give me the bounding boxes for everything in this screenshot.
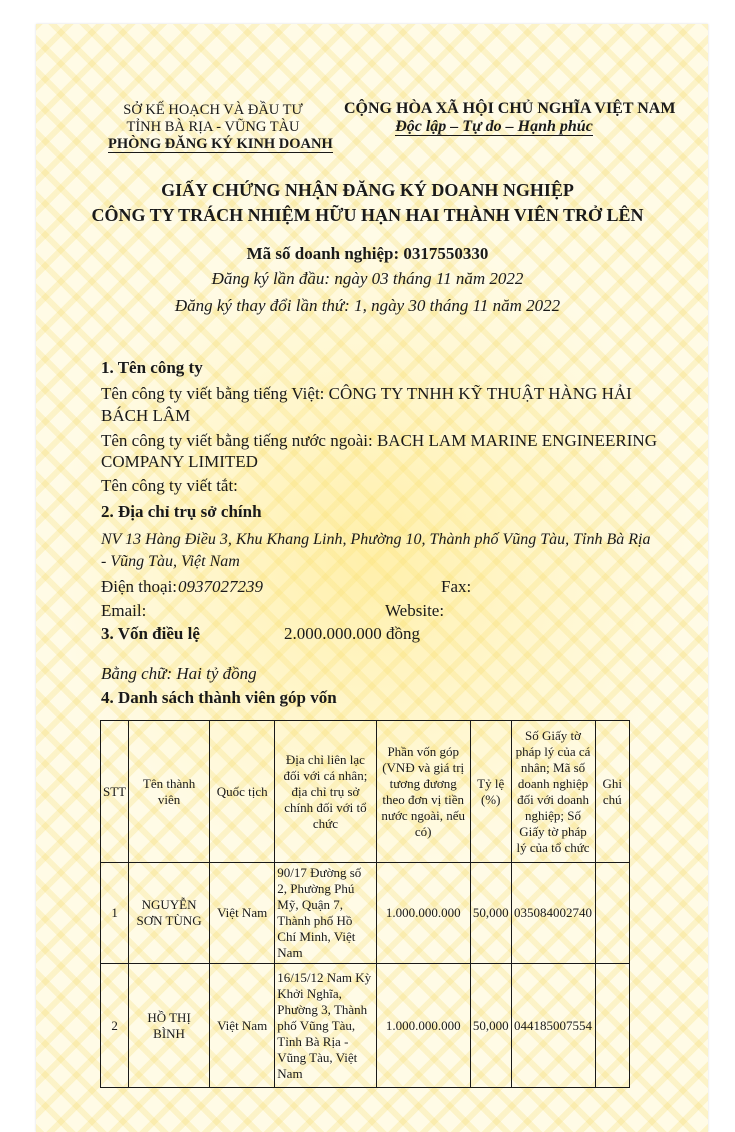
member-nationality: Việt Nam [210,863,275,964]
vietnamese-name-cont: BÁCH LÂM [101,406,191,425]
column-header: Tên thành viên [129,721,210,863]
section-1-heading: 1. Tên công ty [101,358,203,377]
change-registration-date: Đăng ký thay đổi lần thứ: 1, ngày 30 tháng 11 năm 2022 [174,296,561,315]
column-header: Địa chỉ liên lạc đối với cá nhân; địa chỉ trụ sở chính đối với tổ chức [275,721,376,863]
column-header: STT [101,721,129,863]
website-label: Website: [385,601,445,620]
member-stt: 2 [101,964,129,1088]
charter-capital: 2.000.000.000 đồng [284,624,420,643]
office-name: PHÒNG ĐĂNG KÝ KINH DOANH [108,136,333,152]
document-subtitle: CÔNG TY TRÁCH NHIỆM HỮU HẠN HAI THÀNH VIÊN TRỞ LÊN [91,205,644,225]
phone-label: Điện thoại: [101,577,178,596]
member-ratio: 50,000 [470,964,511,1088]
foreign-name: Tên công ty viết bằng tiếng nước ngoài: BACH LAM MARINE ENGINEERING [101,431,657,450]
member-capital: 1.000.000.000 [376,863,470,964]
head-office-address: NV 13 Hàng Điều 3, Khu Khang Linh, Phường 10, Thành phố Vũng Tàu, Tỉnh Bà Rịa [101,531,651,548]
member-address: 16/15/12 Nam Kỳ Khởi Nghĩa, Phường 3, Thành phố Vũng Tàu, Tỉnh Bà Rịa - Vũng Tàu, Việt Nam [275,964,376,1088]
table-header-row [101,721,630,863]
head-office-address-cont: - Vũng Tàu, Việt Nam [101,553,240,570]
member-name: HỒ THỊ BÌNH [129,964,210,1088]
member-note [595,964,630,1088]
members-table [100,720,630,1088]
section-4-heading: 4. Danh sách thành viên góp vốn [101,688,337,707]
column-header: Ghi chú [595,721,630,863]
document-title: GIẤY CHỨNG NHẬN ĐĂNG KÝ DOANH NGHIỆP [161,180,574,200]
member-doc-no: 044185007554 [511,964,595,1088]
member-ratio: 50,000 [470,863,511,964]
enterprise-code: Mã số doanh nghiệp: 0317550330 [246,244,489,263]
header-left-block [108,102,333,153]
table-row [101,964,630,1088]
member-doc-no: 035084002740 [511,863,595,964]
phone-value: 0937027239 [178,577,263,596]
first-registration-date: Đăng ký lần đầu: ngày 03 tháng 11 năm 2022 [211,269,524,288]
section-2-heading: 2. Địa chỉ trụ sở chính [101,502,262,521]
column-header: Số Giấy tờ pháp lý của cá nhân; Mã số doanh nghiệp đối với doanh nghiệp; Số Giấy tờ pháp lý của tổ chức [511,721,595,863]
member-stt: 1 [101,863,129,964]
header-right-block [344,100,676,136]
column-header: Tỷ lệ (%) [470,721,511,863]
charter-capital-in-words: Bằng chữ: Hai tỷ đồng [101,664,257,683]
foreign-name-cont: COMPANY LIMITED [101,452,258,471]
department-name: SỞ KẾ HOẠCH VÀ ĐẦU TƯ [123,102,303,118]
email-label: Email: [101,601,147,620]
member-capital: 1.000.000.000 [376,964,470,1088]
vietnamese-name: Tên công ty viết bằng tiếng Việt: CÔNG TY TNHH KỸ THUẬT HÀNG HẢI [101,384,632,403]
motto: Độc lập – Tự do – Hạnh phúc [395,118,593,135]
member-address: 90/17 Đường số 2, Phường Phú Mỹ, Quận 7, Thành phố Hồ Chí Minh, Việt Nam [275,863,376,964]
column-header: Phần vốn góp (VNĐ và giá trị tương đương theo đơn vị tiền nước ngoài, nếu có) [376,721,470,863]
fax-label: Fax: [441,577,472,596]
section-3-heading: 3. Vốn điều lệ [101,624,200,643]
short-name: Tên công ty viết tắt: [101,476,238,495]
member-name: NGUYỄN SƠN TÙNG [129,863,210,964]
column-header: Quốc tịch [210,721,275,863]
member-note [595,863,630,964]
member-nationality: Việt Nam [210,964,275,1088]
country-name: CỘNG HÒA XÃ HỘI CHỦ NGHĨA VIỆT NAM [344,100,676,117]
table-row [101,863,630,964]
province-name: TỈNH BÀ RỊA - VŨNG TÀU [126,119,300,135]
